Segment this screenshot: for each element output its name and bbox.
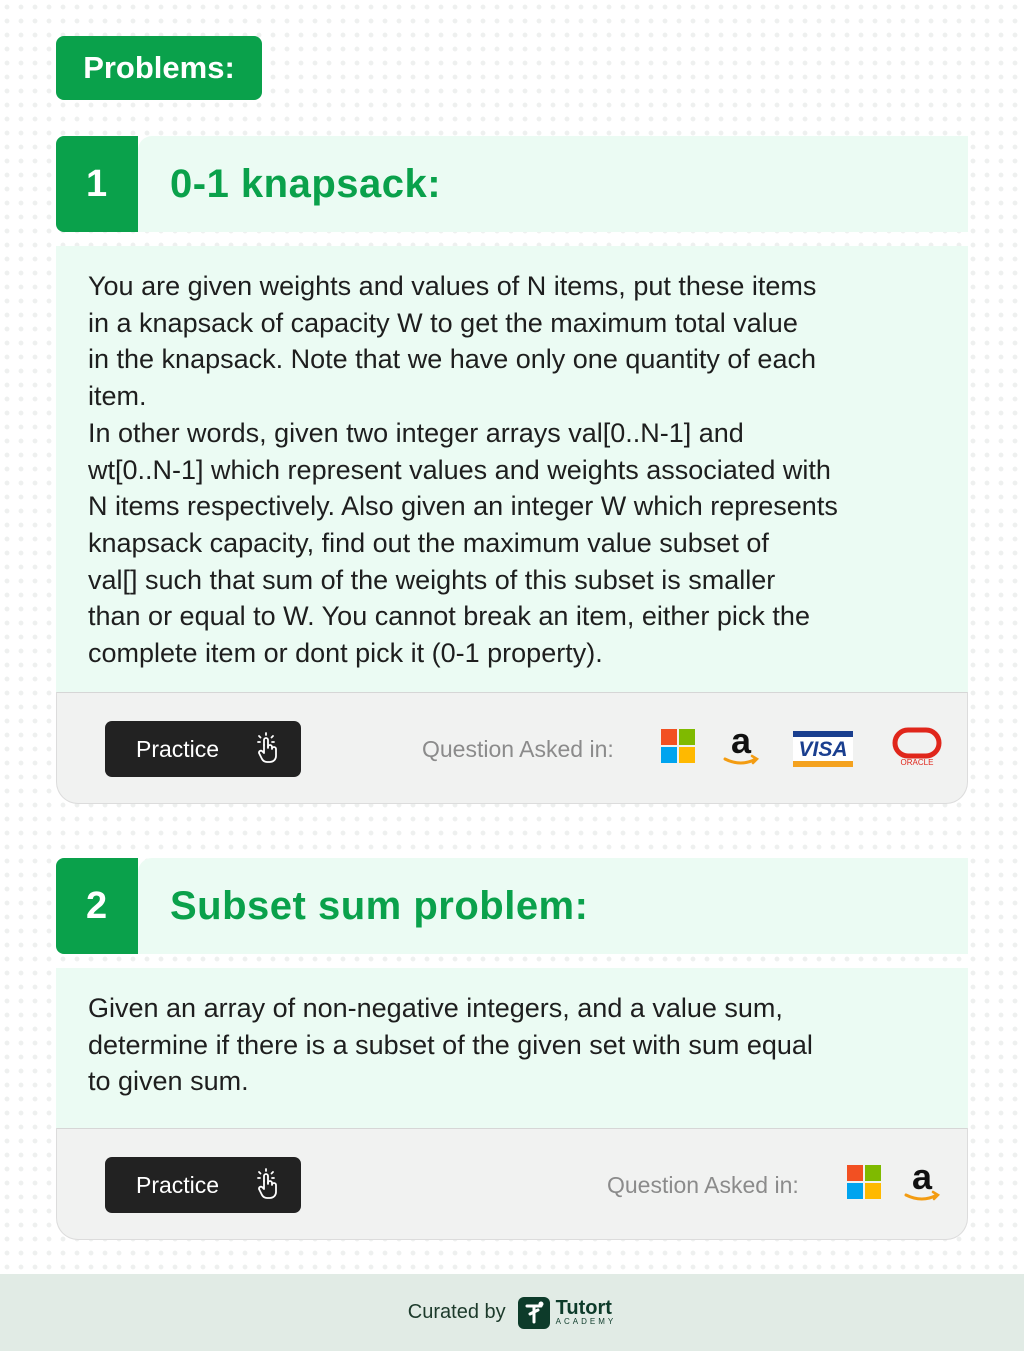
- practice-button[interactable]: [105, 1157, 301, 1213]
- visa-logo-icon: [793, 731, 853, 767]
- tap-hand-icon: [255, 1168, 281, 1200]
- asked-in-label: Question Asked in:: [422, 735, 614, 762]
- problem-number: 1: [56, 136, 138, 232]
- svg-text:ORACLE: ORACLE: [900, 758, 934, 767]
- amazon-logo-icon: [721, 723, 761, 769]
- problem-description: Given an array of non-negative integers, and a value sum, determine if there is a subset of the given set with sum equal to given sum.: [56, 968, 968, 1128]
- problem-card-1: [56, 136, 968, 804]
- microsoft-logo-icon: [847, 1165, 881, 1199]
- tap-hand-icon: [255, 732, 281, 764]
- problem-header: [56, 858, 968, 954]
- problem-number: 2: [56, 858, 138, 954]
- problem-footer: [56, 1128, 968, 1240]
- problem-card-2: [56, 858, 968, 1240]
- oracle-logo-icon: [891, 727, 943, 767]
- problem-description: You are given weights and values of N items, put these items in a knapsack of capacity W to get the maximum total value in the knapsack. Note that we have only one quantity of each item. In other words, given two integer arrays val[0..N-1] and wt[0..N-1] which represent values and weights associated with N items respectively. Also given an integer W which represents knapsack capacity, find out the maximum value subset of val[] such that sum of the weights of this subset is smaller than or equal to W. You cannot break an item, either pick the complete item or dont pick it (0-1 property).: [56, 246, 968, 692]
- amazon-logo-icon: [902, 1159, 942, 1205]
- problems-tag: Problems:: [56, 36, 262, 100]
- brand-sub: ACADEMY: [555, 1317, 617, 1326]
- practice-label: Practice: [136, 735, 220, 762]
- tutort-brand: [518, 1297, 617, 1329]
- svg-text:a: a: [911, 1159, 933, 1197]
- curated-by-label: Curated by: [407, 1301, 506, 1323]
- svg-text:VISA: VISA: [798, 738, 848, 761]
- practice-button[interactable]: [105, 721, 301, 777]
- problem-title: 0-1 knapsack:: [138, 136, 968, 232]
- microsoft-logo-icon: [661, 729, 695, 763]
- problem-title: Subset sum problem:: [138, 858, 968, 954]
- page-footer: [0, 1274, 1024, 1351]
- practice-label: Practice: [136, 1171, 220, 1198]
- brand-name: Tutort: [555, 1297, 612, 1319]
- asked-in-label: Question Asked in:: [607, 1171, 799, 1198]
- problem-footer: [56, 692, 968, 804]
- tutort-logo-icon: [518, 1297, 550, 1329]
- svg-text:a: a: [730, 723, 752, 761]
- problem-header: [56, 136, 968, 232]
